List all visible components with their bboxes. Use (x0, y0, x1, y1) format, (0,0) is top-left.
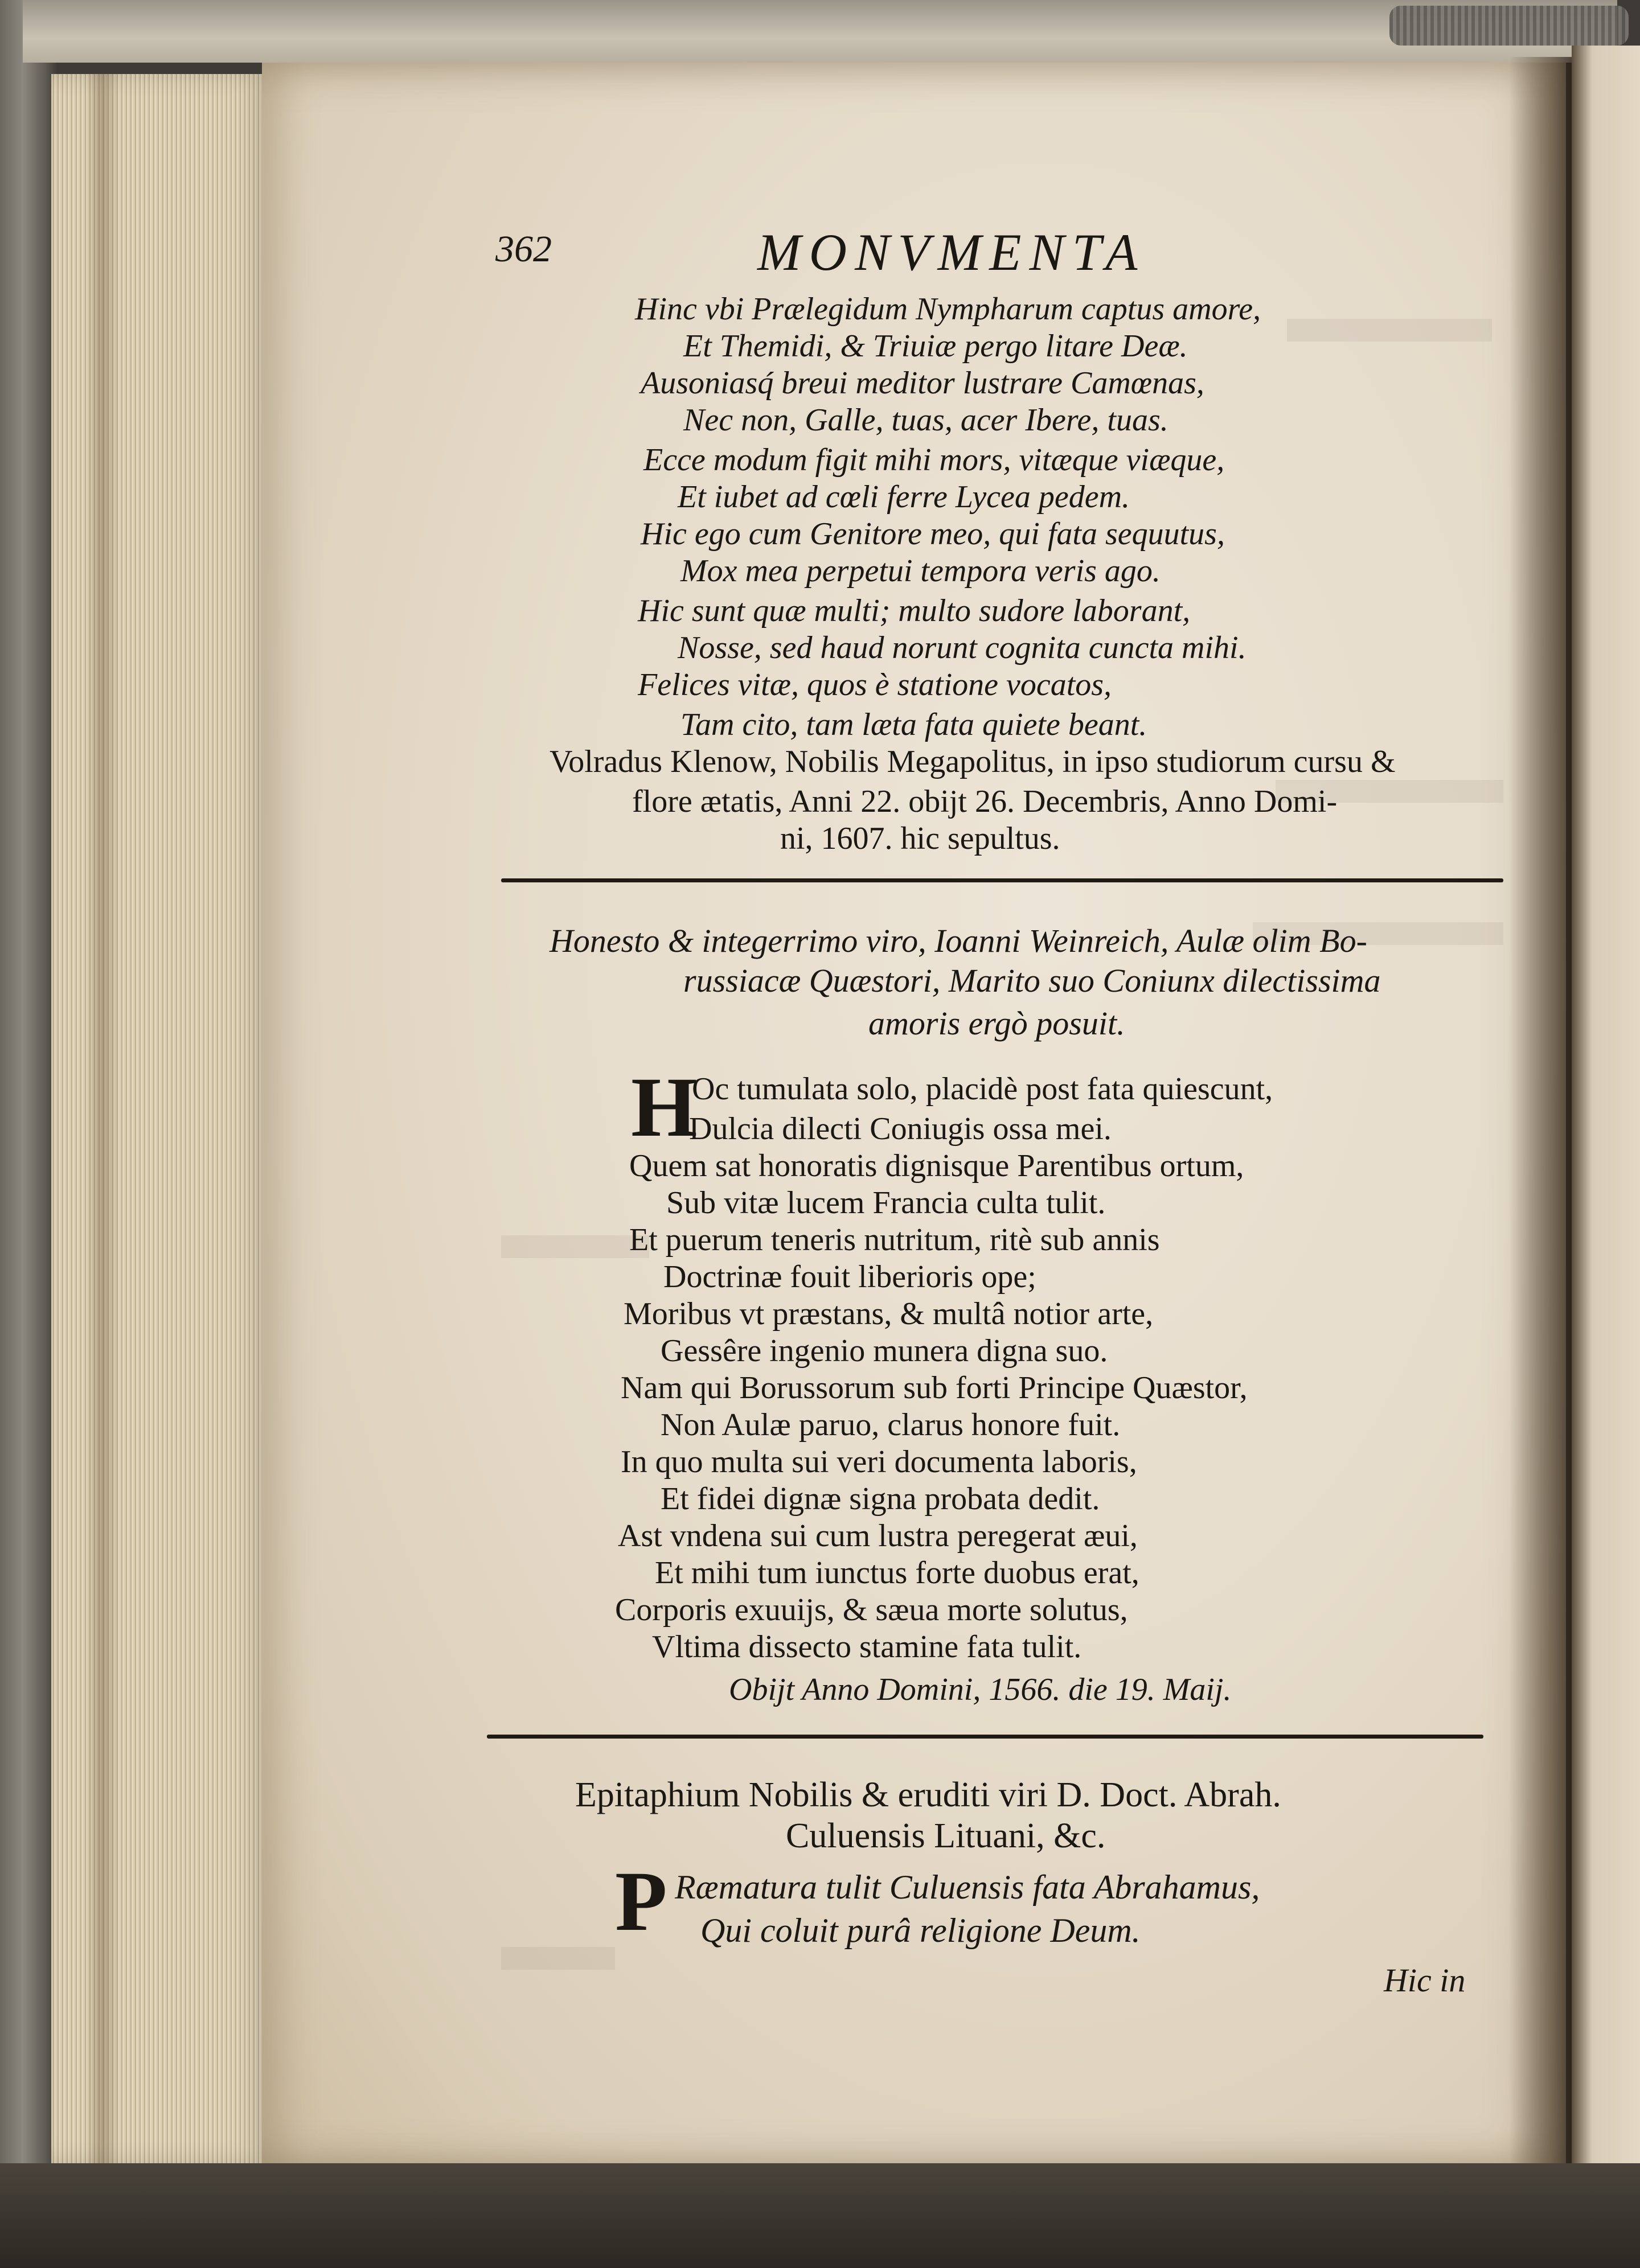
verse-line: Ast vndena sui cum lustra peregerat æui, (618, 1518, 1138, 1554)
page-number: 362 (495, 228, 552, 270)
verse-line: Non Aulæ paruo, clarus honore fuit. (661, 1407, 1121, 1443)
verse-line: Et fidei dignæ signa probata dedit. (661, 1481, 1100, 1517)
death-date: Obijt Anno Domini, 1566. die 19. Maij. (729, 1672, 1232, 1707)
verse-line: Hic ego cum Genitore meo, qui fata sequutus, (641, 516, 1225, 552)
verse-line: Et iubet ad cœli ferre Lycea pedem. (678, 479, 1130, 515)
page-block-edges (51, 74, 268, 2163)
drop-initial: P (615, 1854, 667, 1949)
catchword: Hic in (1384, 1962, 1466, 1999)
verse-line: Et puerum teneris nutritum, ritè sub annis (629, 1222, 1160, 1258)
verse-line: Hic sunt quæ multi; multo sudore laborant, (638, 593, 1191, 628)
table-surface (0, 2163, 1640, 2268)
heading-line: amoris ergò posuit. (868, 1005, 1125, 1042)
page-block-shadow (85, 74, 120, 2163)
prose-line: ni, 1607. hic sepultus. (780, 821, 1060, 856)
verse-line: Oc tumulata solo, placidè post fata quiescunt, (692, 1071, 1273, 1107)
section-rule (487, 1735, 1483, 1739)
verse-line: Felices vitæ, quos è statione vocatos, (638, 667, 1112, 702)
verse-line: Corporis exuuijs, & sæua morte solutus, (615, 1592, 1128, 1628)
verse-line: Qui coluit purâ religione Deum. (700, 1912, 1141, 1949)
heading-line: Epitaphium Nobilis & eruditi viri D. Doct. Abrah. (575, 1776, 1281, 1814)
verse-line: Tam cito, tam læta fata quiete beant. (680, 707, 1147, 742)
verse-line: Hinc vbi Prælegidum Nympharum captus amore, (635, 291, 1261, 327)
cover-top-edge (23, 0, 1617, 63)
verse-line: Gessêre ingenio munera digna suo. (661, 1333, 1108, 1369)
verse-line: Mox mea perpetui tempora veris ago. (680, 553, 1161, 589)
verse-line: Ecce modum figit mihi mors, vitæque viæque, (643, 442, 1225, 478)
heading-line: russiacæ Quæstori, Marito suo Coniunx dilectissima (683, 962, 1381, 999)
prose-line: Volradus Klenow, Nobilis Megapolitus, in ipso studiorum cursu & (550, 744, 1396, 779)
drop-initial: H (631, 1060, 698, 1154)
heading-line: Honesto & integerrimo viro, Ioanni Weinreich, Aulæ olim Bo- (550, 922, 1367, 959)
verse-line: Nosse, sed haud norunt cognita cuncta mihi. (678, 630, 1247, 665)
verse-line: In quo multa sui veri documenta laboris, (621, 1444, 1137, 1480)
verse-line: Et Themidi, & Triuiæ pergo litare Deæ. (683, 328, 1188, 364)
verse-line: Doctrinæ fouit liberioris ope; (663, 1259, 1036, 1295)
binding-thread (1389, 6, 1629, 46)
verse-line: Vltima dissecto stamine fata tulit. (652, 1629, 1082, 1665)
prose-line: flore ætatis, Anni 22. obijt 26. Decembris, Anno Domi- (632, 784, 1338, 819)
verse-line: Sub vitæ lucem Francia culta tulit. (666, 1185, 1106, 1221)
heading-line: Culuensis Lituani, &c. (786, 1817, 1106, 1855)
section-rule (501, 878, 1503, 882)
verse-line: Quem sat honoratis dignisque Parentibus ortum, (629, 1148, 1244, 1184)
verse-line: Ausoniasq́ breui meditor lustrare Camœnas, (641, 365, 1204, 401)
verse-line: Et mihi tum iunctus forte duobus erat, (655, 1555, 1139, 1591)
verse-line: Moribus vt præstans, & multâ notior arte, (624, 1296, 1154, 1332)
running-title: MONVMENTA (757, 223, 1146, 281)
verse-line: Ræmatura tulit Culuensis fata Abrahamus, (675, 1868, 1260, 1906)
facing-page-edge (1572, 46, 1640, 2186)
verse-line: Nam qui Borussorum sub forti Principe Quæstor, (621, 1370, 1248, 1406)
verse-line: Dulcia dilecti Coniugis ossa mei. (689, 1111, 1112, 1147)
verse-line: Nec non, Galle, tuas, acer Ibere, tuas. (683, 402, 1168, 438)
